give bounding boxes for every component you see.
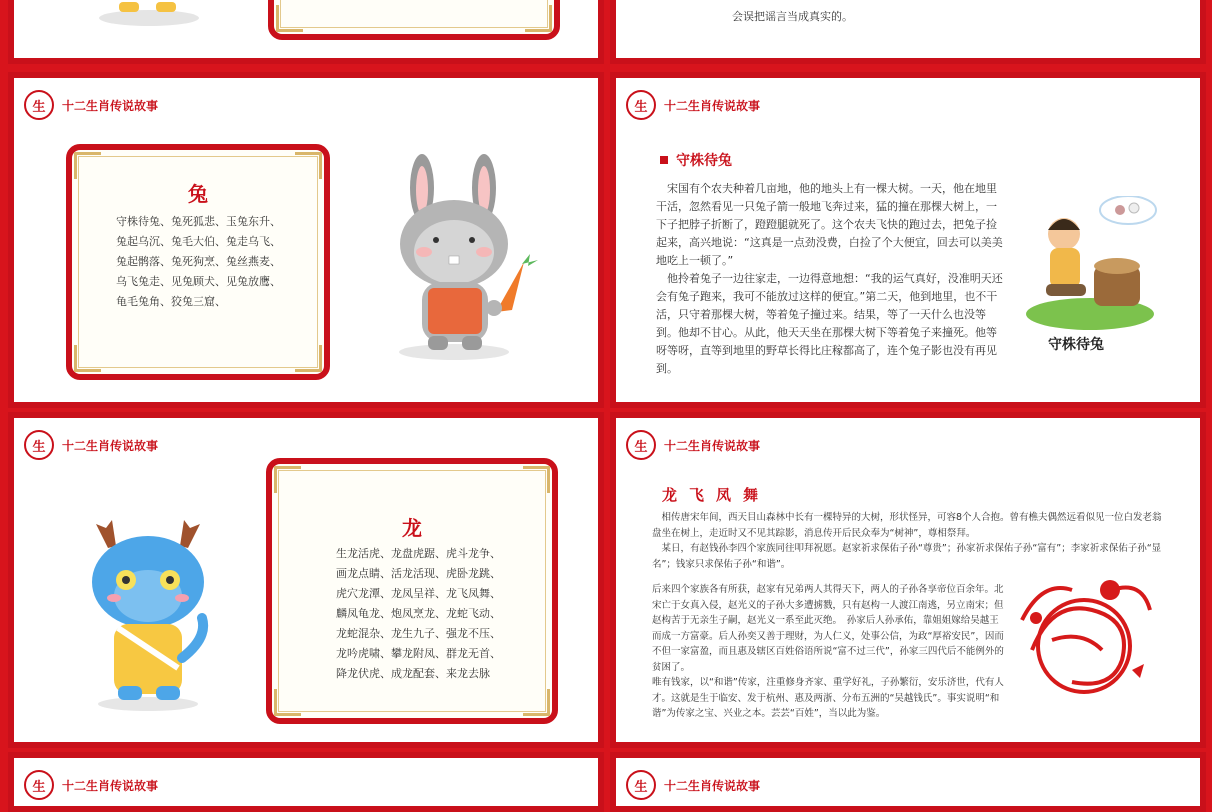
slide-bottom-right[interactable]	[610, 752, 1206, 812]
zodiac-seal-icon: 生	[24, 430, 54, 460]
dragon-character-illustration	[78, 518, 228, 718]
dragon-card-title: 龙	[402, 516, 422, 540]
story-body	[652, 582, 1004, 722]
slide-rabbit-idioms[interactable]	[8, 72, 604, 408]
slide-top-right[interactable]	[610, 0, 1206, 64]
slide-header-title: 十二生肖传说故事	[62, 98, 159, 113]
slide-dragon-story[interactable]	[610, 412, 1206, 748]
zodiac-seal-icon: 生	[24, 90, 54, 120]
rabbit-idiom-card	[66, 144, 330, 380]
slide-header-title: 十二生肖传说故事	[62, 778, 159, 793]
zodiac-seal-icon: 生	[24, 770, 54, 800]
zodiac-seal-icon: 生	[626, 430, 656, 460]
story-paragraph-1: 宋国有个农夫种着几亩地，他的地头上有一棵大树。一天，他在地里干活，忽然看见一只兔子箭一般地飞奔过来，猛的撞在那棵大树上，一下子把脖子折断了，蹬蹬腿就死了。这个农夫飞快的跑过去，把兔子捡起来，高兴地说：“这真是一点劲没费，白捡了个大便宜，回去可以美美地吃上一顿了。”	[656, 182, 1003, 267]
story-title: 龙飞凤舞	[662, 486, 771, 504]
story-body	[656, 180, 1006, 378]
story-paragraph-2: 他拎着兔子一边往家走，一边得意地想：“我的运气真好，没准明天还会有兔子跑来，我可不能放过这样的便宜。”第二天，他到地里，也不干活，只守着那棵大树，等着兔子撞过来。结果，等了一天什么也没等到。他却不甘心。从此，他天天坐在那棵大树下等着兔子来撞死。他等呀等呀，直等到地里的野草长得比庄稼都高了，连个兔子影也没有再见到。	[656, 272, 1003, 375]
zodiac-seal-icon: 生	[626, 90, 656, 120]
story-paragraph-4: 唯有钱家，以“和谐”传家，注重修身齐家、重学好礼，子孙繁衍，安乐济世，代有人才。这就是生于临安、发于杭州、惠及两浙、分布五洲的“吴越钱氏”。事实说明“和谐”为传家之宝、兴业之本。芸芸“百姓”，当以此为鉴。	[652, 677, 1004, 719]
slide-header	[24, 770, 158, 800]
story-title	[660, 150, 732, 170]
story-paragraph-1: 相传唐宋年间，西天目山森林中长有一棵特异的大树，形状怪异，可容8个人合抱。曾有樵夫偶然远看似见一位白发老翁盘坐在树上，走近时又不见其踪影，消息传开后民众奉为“树神”，尊相祭拜。	[652, 512, 1162, 539]
dragon-idiom-card	[266, 458, 558, 724]
story-intro	[652, 510, 1162, 572]
story-paragraph-2: 某日，有赵钱孙李四个家族同往叩拜祝愿。赵家祈求保佑子孙“尊贵”；孙家祈求保佑子孙“富有”；李家祈求保佑子孙“显名”；钱家只求保佑子孙“和谐”。	[652, 543, 1162, 570]
slide-dragon-idioms[interactable]	[8, 412, 604, 748]
story-text-end: 会误把谣言当成真实的。	[732, 10, 853, 23]
slide-header-title: 十二生肖传说故事	[664, 438, 761, 453]
bullet-square-icon	[660, 156, 668, 164]
rabbit-card-title: 兔	[188, 182, 208, 206]
slide-header-title: 十二生肖传说故事	[62, 438, 159, 453]
slide-rabbit-story[interactable]	[610, 72, 1206, 408]
idiom-card-partial	[268, 0, 560, 40]
slide-header-title: 十二生肖传说故事	[664, 778, 761, 793]
slide-header	[626, 770, 760, 800]
slide-header	[24, 430, 158, 460]
slide-header-title: 十二生肖传说故事	[664, 98, 761, 113]
slide-top-left[interactable]	[8, 0, 604, 64]
slide-bottom-left[interactable]	[8, 752, 604, 812]
character-feet-illustration	[94, 0, 204, 30]
slide-header	[626, 430, 760, 460]
dragon-idiom-list: 生龙活虎、龙盘虎踞、虎斗龙争、 画龙点睛、活龙活现、虎卧龙跳、 虎穴龙潭、龙凤呈祥、龙飞凤舞、 麟凤龟龙、炮凤烹龙、龙蛇飞动、 龙蛇混杂、龙生九子、强龙不压、 龙吟虎啸、攀龙附凤、群龙无首、 降龙伏虎、成龙配套、来龙去脉	[336, 547, 501, 680]
rabbit-idiom-list: 守株待兔、兔死狐悲、玉兔东升、 兔起乌沉、兔毛大伯、兔走乌飞、 兔起鹘落、兔死狗烹、兔丝燕麦、 乌飞兔走、见兔顾犬、见兔放鹰、 龟毛兔角、狡兔三窟、	[116, 215, 281, 308]
dragon-paper-cut-illustration	[1012, 570, 1162, 710]
rabbit-character-illustration	[384, 152, 544, 362]
story-paragraph-3: 后来四个家族各有所获，赵家有兄弟两人其得天下，两人的子孙各享帝位百余年。北宋亡于女真入侵，赵光义的子孙大多遭掳戮，只有赵构一人渡江南逃，另立南宋；但赵构苦于无亲生子嗣，赵光义一系至此灭绝。 孙家后人孙承佑，靠姐姐嫁给吴越王而成一方富豪。后人孙奕又善于理财，为人仁义，处事公信，为政“厚裕安民”，因而不但一家富盈，而且惠及辖区百姓俗语所说“富不过三代”，孙家三四代后不能例外的贫困了。	[652, 584, 1004, 673]
slide-header	[626, 90, 760, 120]
farmer-under-tree-illustration	[1020, 196, 1160, 336]
zodiac-seal-icon: 生	[626, 770, 656, 800]
illustration-caption: 守株待兔	[1048, 337, 1104, 353]
story-title-text: 守株待兔	[676, 153, 732, 169]
slide-header	[24, 90, 158, 120]
